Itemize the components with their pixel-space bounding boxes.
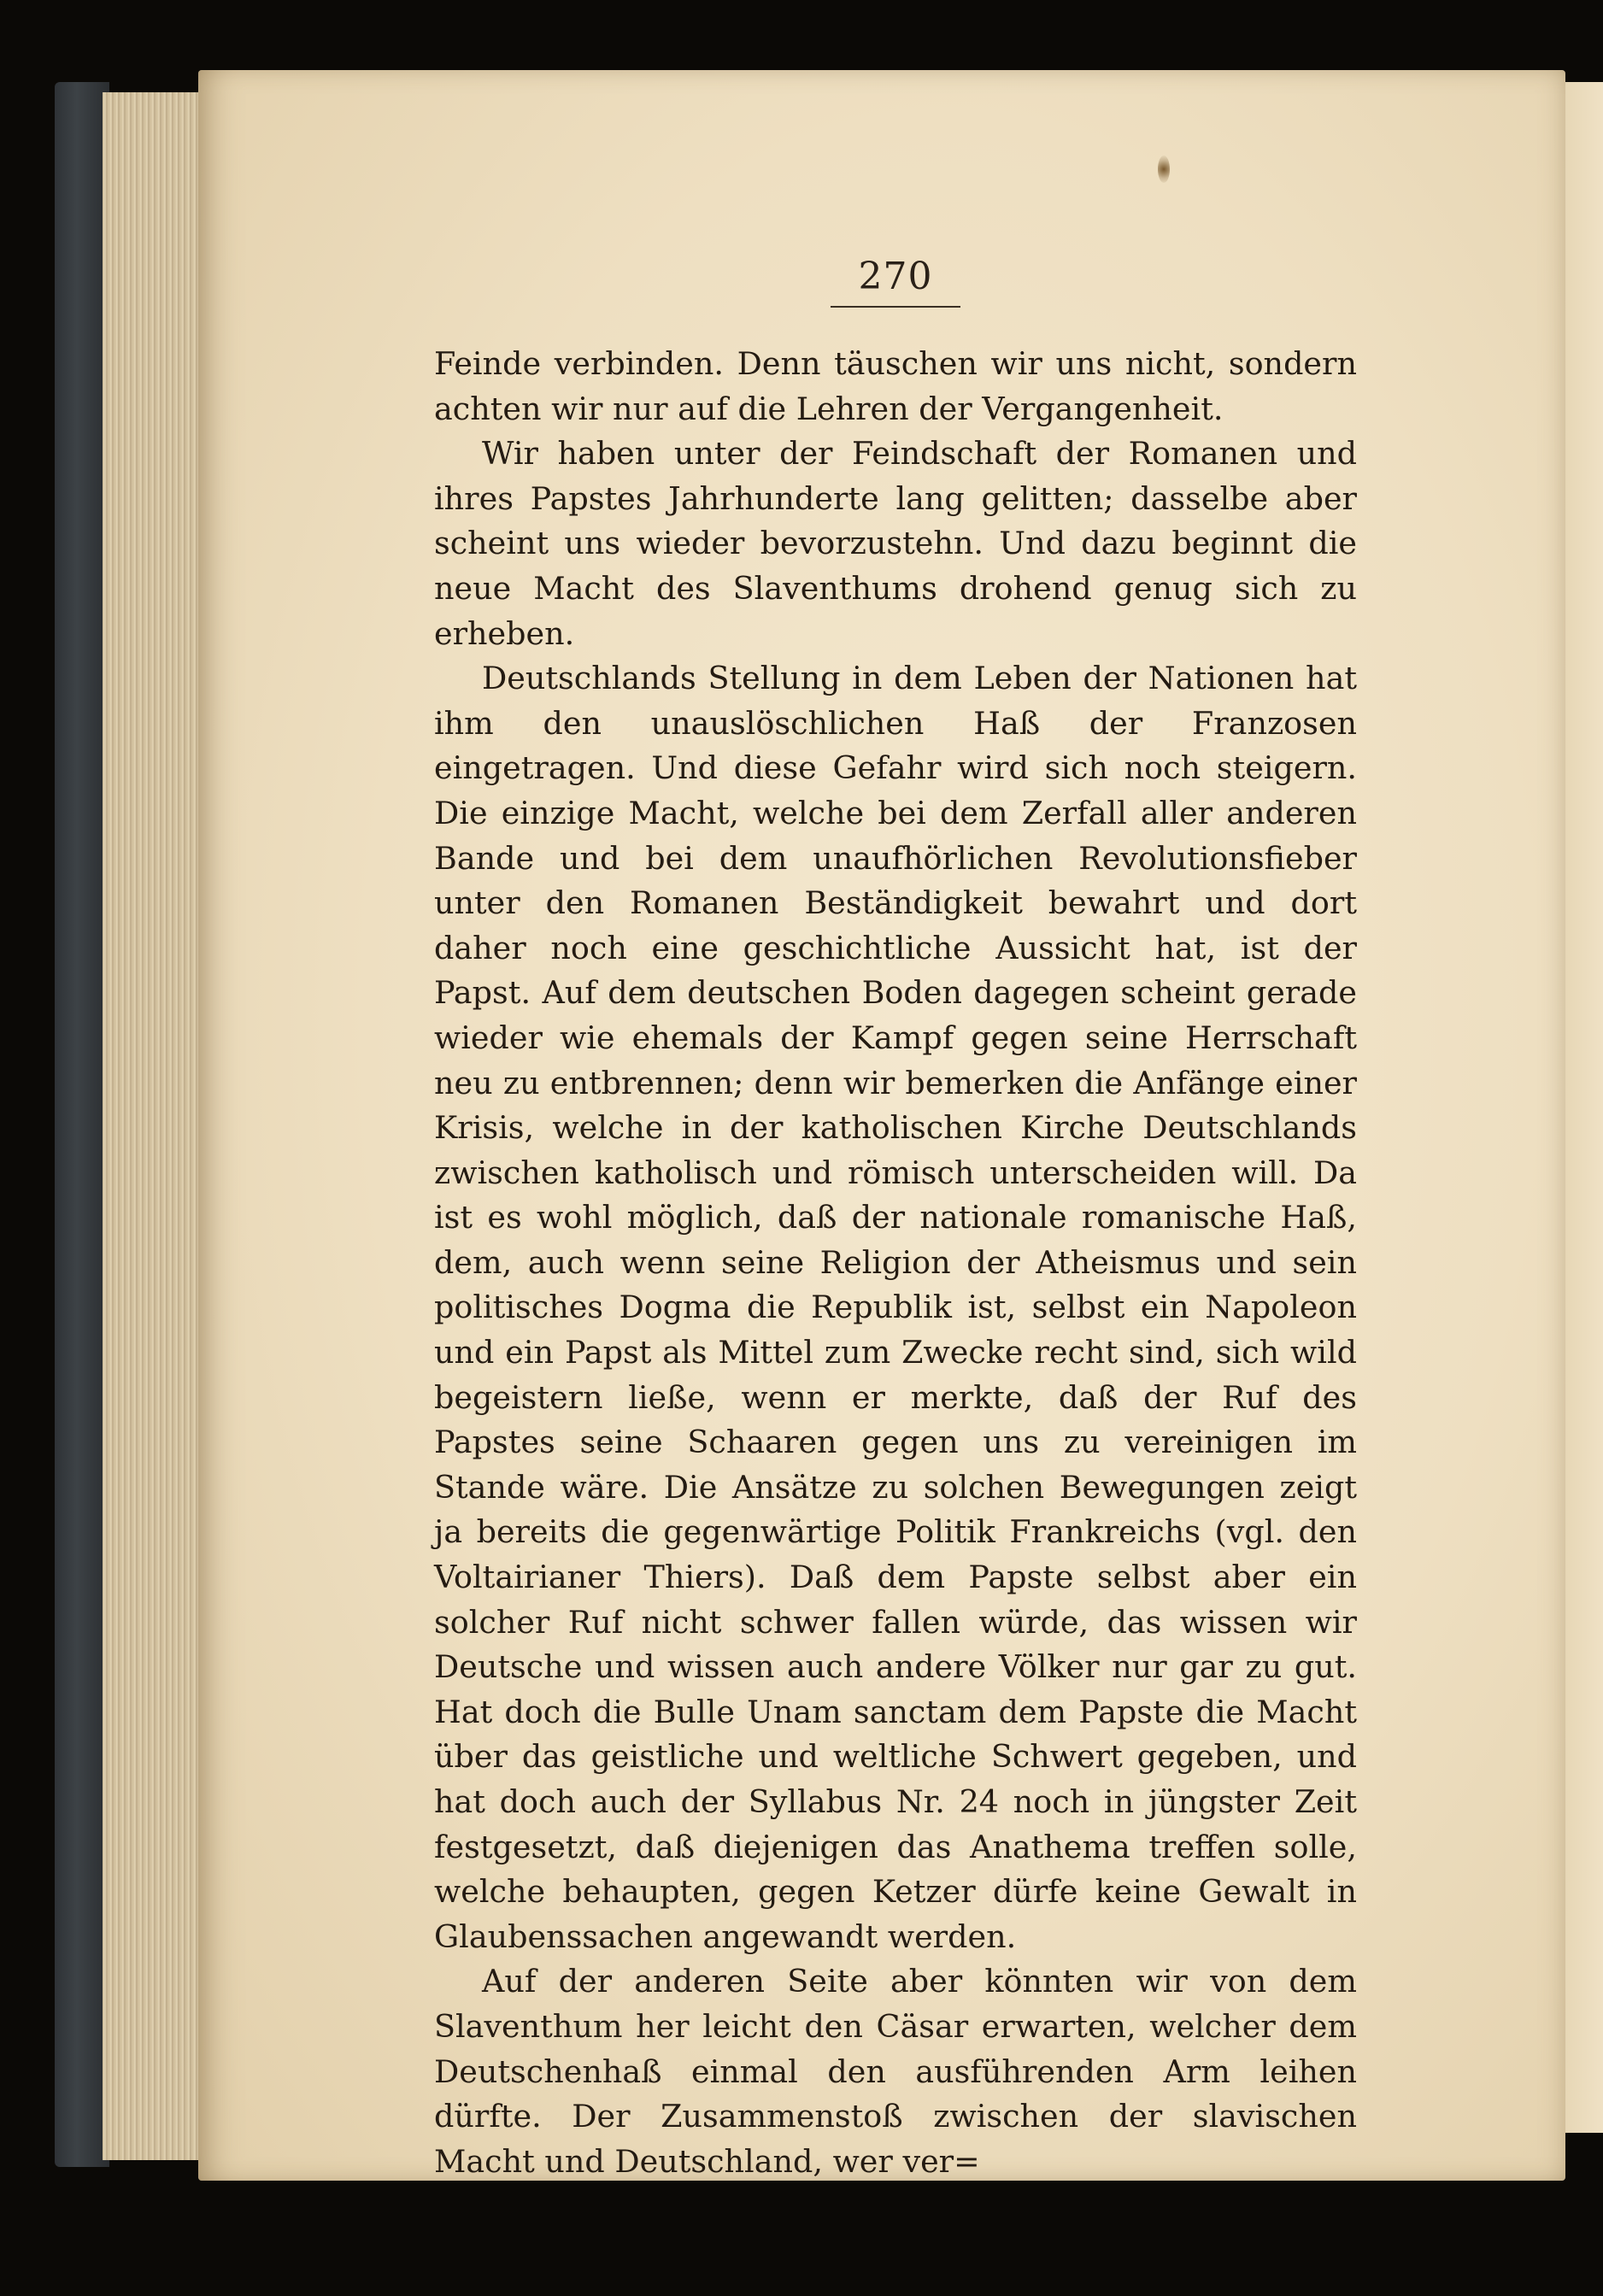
page-number-rule: [831, 306, 960, 308]
paragraph: Wir haben unter der Feindschaft der Romanen und ihres Papstes Jahrhunderte lang gelitten; dasselbe aber scheint uns wieder bevorzustehn. Und dazu beginnt die neue Macht des Slaventhums drohend genug sich zu erheben.: [434, 435, 1357, 652]
body-text: [434, 342, 1357, 2184]
page-edges: [103, 92, 214, 2160]
ink-spot: [1158, 156, 1170, 183]
book-cover-edge: [55, 82, 109, 2167]
page-number: 270: [858, 255, 933, 298]
paragraph: Feinde verbinden. Denn täuschen wir uns nicht, sondern achten wir nur auf die Lehren der Vergangenheit.: [434, 345, 1357, 427]
paragraph: Deutschlands Stellung in dem Leben der Nationen hat ihm den unauslöschlichen Haß der Franzosen eingetragen. Und diese Gefahr wird sich noch steigern. Die einzige Macht, welche bei dem Zerfall aller anderen Bande und bei dem unaufhörlichen Revolutionsfieber unter den Romanen Beständigkeit bewahrt und dort daher noch eine geschichtliche Aussicht hat, ist der Papst. Auf dem deutschen Boden dagegen scheint gerade wieder wie ehemals der Kampf gegen seine Herrschaft neu zu entbrennen; denn wir bemerken die Anfänge einer Krisis, welche in der katholischen Kirche Deutschlands zwischen katholisch und römisch unterscheiden will. Da ist es wohl möglich, daß der nationale romanische Haß, dem, auch wenn seine Religion der Atheismus und sein politisches Dogma die Republik ist, selbst ein Napoleon und ein Papst als Mittel zum Zwecke recht sind, sich wild begeistern ließe, wenn er merkte, daß der Ruf des Papstes seine Schaaren gegen uns zu vereinigen im Stande wäre. Die Ansätze zu solchen Bewegungen zeigt ja bereits die gegenwärtige Politik Frankreichs (vgl. den Voltairianer Thiers). Daß dem Papste selbst aber ein solcher Ruf nicht schwer fallen würde, das wissen wir Deutsche und wissen auch andere Völker nur gar zu gut. Hat doch die Bulle Unam sanctam dem Papste die Macht über das geistliche und weltliche Schwert gegeben, und hat doch auch der Syllabus Nr. 24 noch in jüngster Zeit festgesetzt, daß diejenigen das Anathema treffen solle, welche behaupten, gegen Ketzer dürfe keine Gewalt in Glaubenssachen angewandt werden.: [434, 660, 1357, 1955]
paragraph: Auf der anderen Seite aber könnten wir von dem Slaventhum her leicht den Cäsar erwarten, welcher dem Deutschenhaß einmal den ausführenden Arm leihen dürfte. Der Zusammenstoß zwischen der slavischen Macht und Deutschland, wer ver=: [434, 1963, 1357, 2180]
